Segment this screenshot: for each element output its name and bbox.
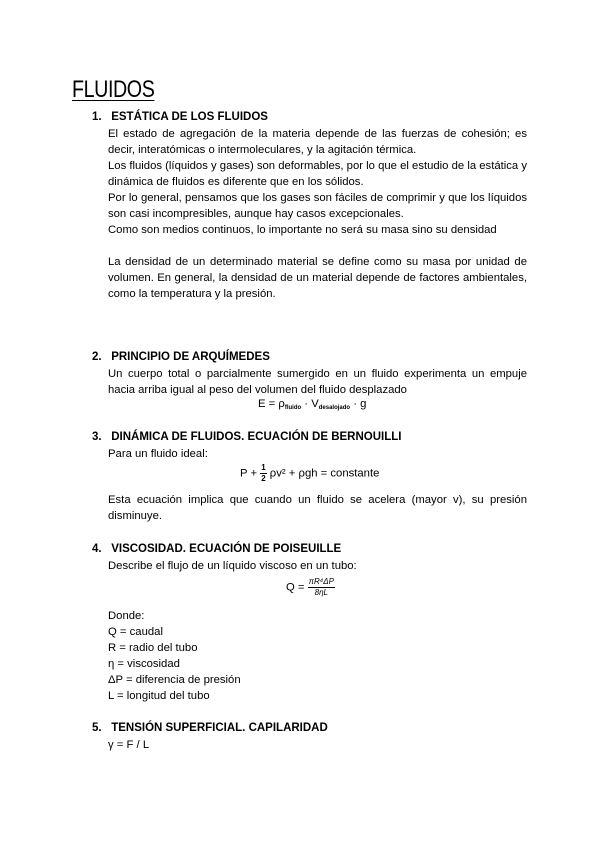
section-title: ESTÁTICA DE LOS FLUIDOS — [111, 111, 268, 123]
section-title: DINÁMICA DE FLUIDOS. ECUACIÓN DE BERNOUILLI — [111, 431, 402, 443]
formula-part: · g — [350, 398, 367, 410]
paragraph: La densidad de un determinado material se define como su masa por unidad de volumen. En general, la densidad de un material depende de factores ambientales, como la temperatura y la presión. — [108, 256, 527, 300]
formula-part: · V — [301, 398, 319, 410]
bernouilli-formula — [240, 463, 379, 484]
section-heading-tension — [92, 721, 328, 736]
fraction — [308, 577, 335, 598]
definition-item: L = longitud del tubo — [108, 690, 210, 702]
formula-part: Q = — [286, 581, 308, 594]
definition-item: R = radio del tubo — [108, 642, 198, 654]
section-number: 3. — [92, 431, 102, 443]
fraction-denominator: 2 — [261, 474, 266, 483]
where-label: Donde: — [108, 610, 145, 622]
paragraph: Esta ecuación implica que cuando un fluido se acelera (mayor v), su presión disminuye. — [108, 494, 527, 522]
fraction-denominator: 8ηL — [314, 588, 328, 597]
formula-subscript: fluido — [284, 405, 302, 411]
paragraph: El estado de agregación de la materia depende de las fuerzas de cohesión; es decir, interatómicas o intermoleculares, y la agitación térmica. — [108, 128, 527, 156]
section-number: 2. — [92, 351, 102, 363]
formula-part: P + — [240, 467, 261, 480]
definition-item: ΔP = diferencia de presión — [108, 674, 241, 686]
section-title: VISCOSIDAD. ECUACIÓN DE POISEUILLE — [111, 543, 342, 555]
section-heading-poiseuille — [92, 542, 341, 557]
formula-part: E = ρ — [258, 398, 285, 410]
paragraph: Como son medios continuos, lo importante no será su masa sino su densidad — [108, 224, 497, 236]
section-heading-bernouilli — [92, 430, 401, 445]
section-title: PRINCIPIO DE ARQUÍMEDES — [111, 351, 270, 363]
section-number: 1. — [92, 111, 102, 123]
section-number: 4. — [92, 543, 102, 555]
section-heading-estatica — [92, 110, 268, 125]
intro-text: Para un fluido ideal: — [108, 448, 208, 460]
formula-subscript: desalojado — [318, 405, 351, 411]
paragraph: Por lo general, pensamos que los gases son fáciles de comprimir y que los líquidos son casi incompresibles, aunque hay casos excepcionales. — [108, 192, 527, 220]
tension-formula: γ = F / L — [108, 739, 150, 751]
definition-item: Q = caudal — [108, 626, 163, 638]
paragraph: Los fluidos (líquidos y gases) son deformables, por lo que el estudio de la estática y dinámica de fluidos es diferente que en los sólidos. — [108, 160, 527, 188]
archimedes-formula — [258, 398, 366, 411]
section-title: TENSIÓN SUPERFICIAL. CAPILARIDAD — [111, 722, 328, 734]
paragraph: Un cuerpo total o parcialmente sumergido en un fluido experimenta un empuje hacia arriba igual al peso del volumen del fluido desplazado — [108, 368, 527, 396]
definition-item: η = viscosidad — [108, 658, 180, 670]
poiseuille-formula — [286, 577, 335, 598]
page-title: FLUIDOS — [72, 76, 155, 103]
section-heading-arquimedes — [92, 350, 270, 365]
fraction-numerator: πR⁴ΔP — [308, 577, 334, 586]
section-number: 5. — [92, 722, 102, 734]
formula-part: ρv² + ρgh = constante — [266, 467, 380, 480]
intro-text: Describe el flujo de un líquido viscoso en un tubo: — [108, 560, 357, 572]
fraction-numerator: 1 — [261, 463, 266, 472]
